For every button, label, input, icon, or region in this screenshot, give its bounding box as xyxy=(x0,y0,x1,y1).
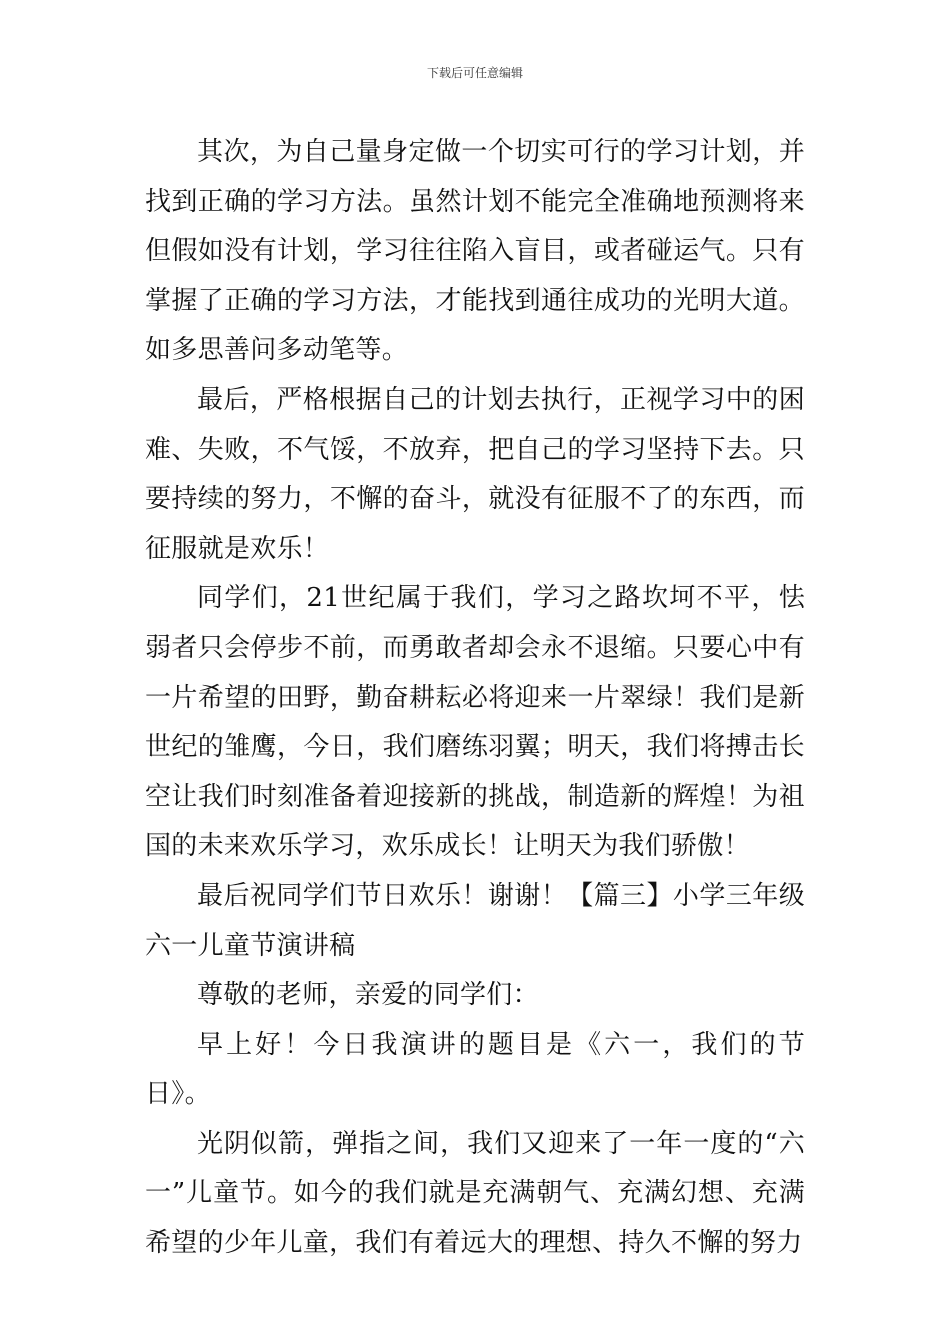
paragraph-childrens-day: 光阴似箭，弹指之间，我们又迎来了一年一度的“六一”儿童节。如今的我们就是充满朝气、充满幻想、充满希望的少年儿童，我们有着远大的理想、持久不懈的努力 xyxy=(145,1128,805,1259)
paragraph-greeting: 尊敬的老师，亲爱的同学们： xyxy=(197,980,539,1011)
paragraph-topic: 早上好！今日我演讲的题目是《六一，我们的节日》。 xyxy=(145,1029,805,1110)
paragraph-persistence: 最后，严格根据自己的计划去执行，正视学习中的困难、失败，不气馁，不放弃，把自己的学习坚持下去。只要持续的努力，不懈的奋斗，就没有征服不了的东西，而征服就是欢乐！ xyxy=(145,384,805,564)
paragraph-closing-heading: 最后祝同学们节日欢乐！谢谢！【篇三】小学三年级六一儿童节演讲稿 xyxy=(145,880,805,961)
paragraph-study-plan: 其次，为自己量身定做一个切实可行的学习计划，并找到正确的学习方法。虽然计划不能完全准确地预测将来但假如没有计划，学习往往陷入盲目，或者碰运气。只有掌握了正确的学习方法，才能找到通往成功的光明大道。如多思善问多动笔等。 xyxy=(145,137,805,366)
page-header-note: 下载后可任意编辑 xyxy=(426,66,523,80)
document-body xyxy=(145,128,805,1269)
paragraph-century: 同学们，21世纪属于我们，学习之路坎坷不平，怯弱者只会停步不前，而勇敢者却会永不退缩。只要心中有一片希望的田野，勤奋耕耘必将迎来一片翠绿！我们是新世纪的雏鹰，今日，我们磨练羽翼；明天，我们将搏击长空让我们时刻准备着迎接新的挑战，制造新的辉煌！为祖国的未来欢乐学习，欢乐成长！让明天为我们骄傲！ xyxy=(145,583,805,862)
